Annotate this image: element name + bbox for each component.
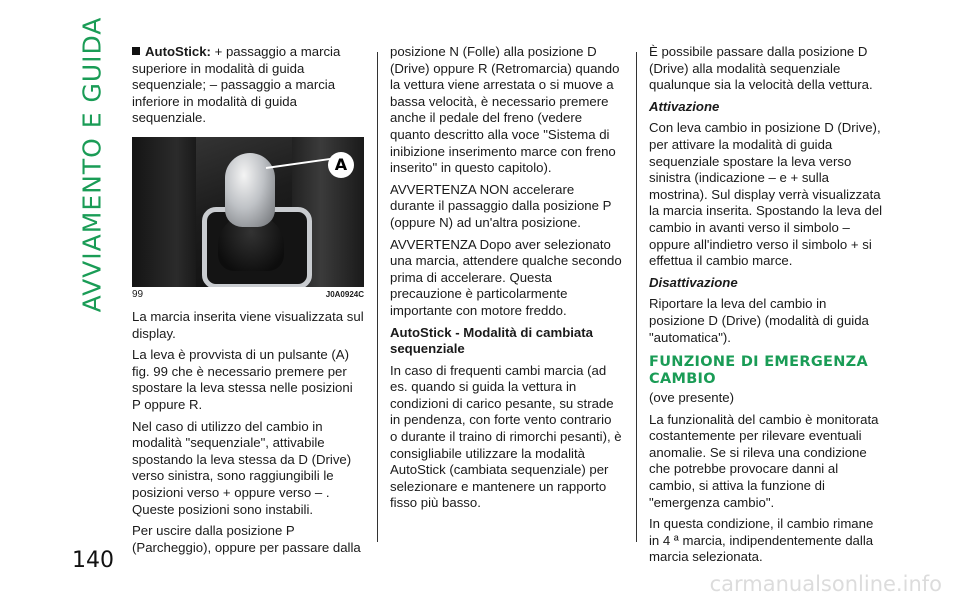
body-paragraph: La funzionalità del cambio è monitorata costantemente per rilevare eventuali anomalie. Se si rileva una condizione che potrebbe provocare danni al cambio, si attiva la funzione di "emergenza cambio". — [649, 411, 879, 510]
body-paragraph: In caso di frequenti cambi marcia (ad es. quando si guida la vettura in condizioni di carico pesante, su strade in pendenza, con forte vento contrario o durante il traino di rimorchi pesanti), è consigliabile utilizzare la modalità AutoStick (cambiata sequenziale) per selezionare e mantenere un rapporto fisso più basso. — [390, 362, 622, 511]
disattivazione-heading: Disattivazione — [649, 274, 738, 290]
column-divider — [636, 52, 637, 542]
seat-shape — [132, 137, 196, 287]
chapter-side-title — [72, 16, 112, 312]
column-divider — [377, 52, 378, 542]
autostick-lead-paragraph — [132, 44, 364, 127]
square-bullet-icon — [132, 47, 140, 55]
body-paragraph: Con leva cambio in posizione D (Drive), per attivare la modalità di guida sequenziale spostare la leva verso sinistra (indicazione – e + sulla mostrina). Sul display verrà visualizzata la marcia inserita. Spostando la leva del cambio in avanti verso il simbolo – oppure all'indietro verso il simbolo + si effettua il cambio marce. — [649, 120, 883, 269]
callout-label-a: A — [328, 152, 354, 178]
body-paragraph: (ove presente) — [649, 390, 735, 406]
autostick-lead-text: + passaggio a marcia superiore in modalità di guida sequenziale; – passaggio a marcia inferiore in modalità di guida sequenziale. — [132, 44, 341, 126]
watermark: carmanualsonline.info — [709, 572, 942, 596]
body-paragraph: Nel caso di utilizzo del cambio in modalità "sequenziale", attivabile spostando la leva stessa da D (Drive) verso sinistra, sono raggiungibili le posizioni verso + oppure verso – . Queste posizioni sono instabili. — [132, 418, 352, 517]
column-1 — [132, 44, 364, 561]
chapter-title-text: AVVIAMENTO E GUIDA — [77, 16, 107, 312]
warning-paragraph: AVVERTENZA Dopo aver selezionato una marcia, attendere qualche secondo prima di accelerare. Questa precauzione è particolarmente importante con motore freddo. — [390, 236, 622, 318]
warning-paragraph: AVVERTENZA NON accelerare durante il passaggio dalla posizione P (oppure N) ad un'altra posizione. — [390, 181, 612, 230]
body-paragraph: In questa condizione, il cambio rimane in 4 ª marcia, indipendentemente dalla marcia selezionata. — [649, 516, 874, 565]
body-paragraph: posizione N (Folle) alla posizione D (Drive) oppure R (Retromarcia) quando la vettura viene arrestata o si muove a bassa velocità, è necessario premere anche il pedale del freno (vedere quanto descritto alla voce "Sistema di inibizione inserimento marce con freno inserito" in questo capitolo). — [390, 44, 620, 176]
body-paragraph: Riportare la leva del cambio in posizione D (Drive) (modalità di guida "automatica"). — [649, 296, 869, 345]
body-paragraph: La leva è provvista di un pulsante (A) fig. 99 che è necessario premere per spostare la leva stessa nelle posizioni P oppure R. — [132, 347, 353, 412]
figure-code: J0A0924C — [325, 289, 364, 299]
page-number: 140 — [72, 548, 114, 573]
body-paragraph: È possibile passare dalla posizione D (Drive) alla modalità sequenziale qualunque sia la velocità della vettura. — [649, 44, 873, 93]
body-paragraph: Per uscire dalla posizione P (Parcheggio), oppure per passare dalla — [132, 523, 361, 555]
autostick-lead-label: AutoStick: — [145, 44, 211, 59]
column-3 — [649, 44, 885, 571]
attivazione-heading: Attivazione — [649, 98, 720, 114]
column-2 — [390, 44, 622, 517]
emergency-section-title: FUNZIONE DI EMERGENZA CAMBIO — [649, 354, 868, 388]
gear-knob — [225, 153, 275, 227]
body-paragraph: La marcia inserita viene visualizzata sul display. — [132, 308, 364, 341]
figure-caption — [132, 289, 364, 301]
autostick-subheading: AutoStick - Modalità di cambiata sequenziale — [390, 324, 593, 357]
gear-lever-figure — [132, 137, 364, 287]
figure-number: 99 — [132, 288, 144, 300]
